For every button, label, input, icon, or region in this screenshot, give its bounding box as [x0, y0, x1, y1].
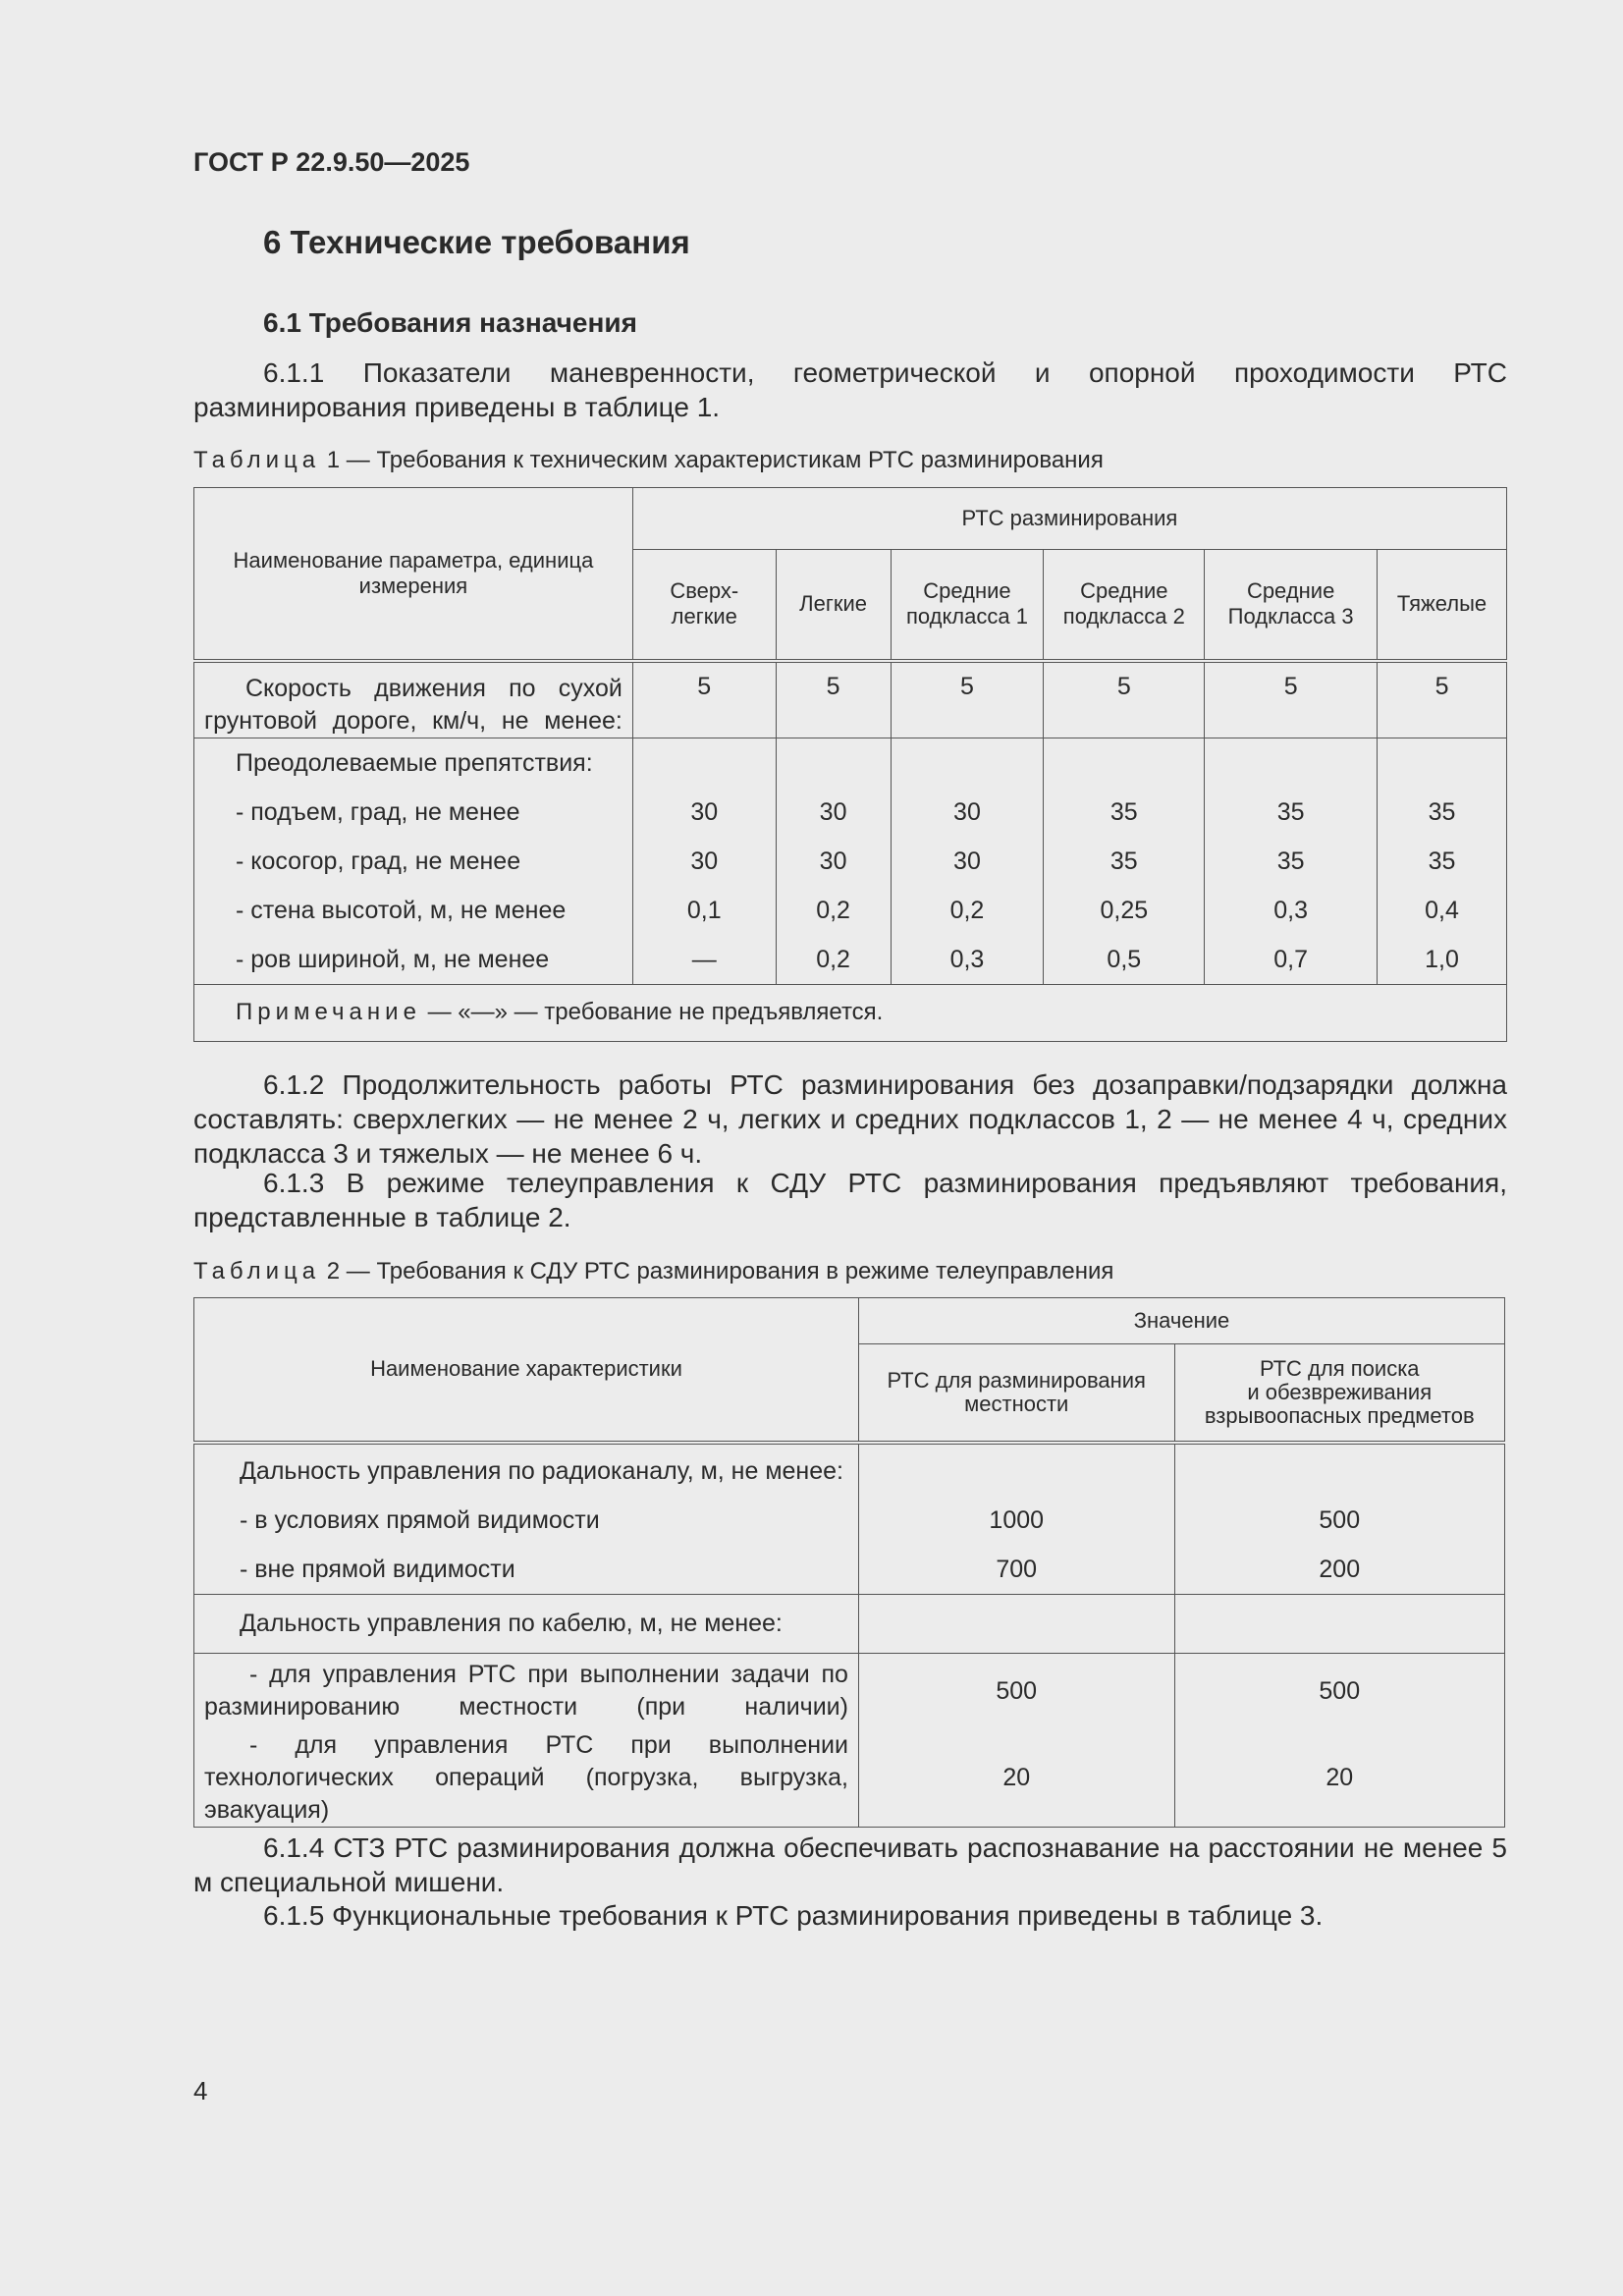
table1-cell: 30 [953, 797, 981, 826]
table2-row-label: - вне прямой видимости [240, 1555, 515, 1583]
table1-caption-text: 1 — Требования к техническим характеристикам РТС разминирования [320, 447, 1104, 473]
table1-col-heavy: Тяжелые [1378, 550, 1507, 661]
table2-col-explosives: РТС для поиска и обезвреживания взрывоопасных предметов [1174, 1344, 1505, 1443]
table1-cell: 0,2 [816, 896, 850, 924]
table1-note-text: — «—» — требование не предъявляется. [420, 999, 884, 1025]
table2-cable-label: Дальность управления по кабелю, м, не менее: [194, 1594, 859, 1653]
table-1 [193, 487, 1507, 1042]
table1-cell: 0,25 [1100, 896, 1149, 924]
table1-row-label: - подъем, град, не менее [236, 797, 520, 826]
table1-col-light: Легкие [776, 550, 891, 661]
paragraph-6-1-3: 6.1.3 В режиме телеуправления к СДУ РТС разминирования предъявляют требования, представленные в таблице 2. [193, 1168, 1507, 1232]
table-2 [193, 1297, 1505, 1828]
table2-char-header: Наименование характеристики [194, 1298, 859, 1443]
table1-speed-value: 5 [1044, 661, 1205, 738]
table1-cell: 0,7 [1273, 945, 1309, 973]
paragraph-6-1-1: 6.1.1 Показатели маневренности, геометрической и опорной проходимости РТС разминирования приведены в таблице 1. [193, 357, 1507, 422]
table2-cell: 500 [1174, 1653, 1505, 1729]
table1-cell: 35 [1428, 797, 1456, 826]
table1-cell: 30 [690, 797, 719, 826]
table2-cell: 1000 [989, 1505, 1045, 1534]
document-code: ГОСТ Р 22.9.50—2025 [193, 147, 470, 177]
table1-cell: 35 [1109, 847, 1138, 875]
table2-row-label: - в условиях прямой видимости [240, 1505, 600, 1534]
table1-col-medium1: Средние подкласса 1 [891, 550, 1044, 661]
table1-cell: 0,3 [949, 945, 985, 973]
section-title: 6 Технические требования [263, 224, 690, 260]
table2-row-label: - для управления РТС при выполнении технологических операций (погрузка, выгрузка, эвакуация) [194, 1729, 859, 1828]
table1-speed-value: 5 [632, 661, 776, 738]
table1-row-label: - стена высотой, м, не менее [236, 896, 567, 924]
table1-note-label: Примечание [236, 999, 421, 1025]
subsection-title: 6.1 Требования назначения [263, 307, 637, 338]
table1-speed-label: Скорость движения по сухой грунтовой дороге, км/ч, не менее: [194, 661, 633, 738]
table1-cell: 30 [953, 847, 981, 875]
table1-cell: 30 [690, 847, 719, 875]
table1-col-medium2: Средние подкласса 2 [1044, 550, 1205, 661]
table1-row-label: - ров шириной, м, не менее [236, 945, 550, 973]
paragraph-6-1-5: 6.1.5 Функциональные требования к РТС разминирования приведены в таблице 3. [263, 1900, 1324, 1931]
table1-cell: 30 [819, 847, 847, 875]
paragraph-6-1-4: 6.1.4 СТЗ РТС разминирования должна обеспечивать распознавание на расстоянии не менее 5 м специальной мишени. [193, 1832, 1507, 1897]
table1-cell: — [691, 945, 717, 973]
table2-cell: 500 [1319, 1505, 1361, 1534]
paragraph-6-1-2: 6.1.2 Продолжительность работы РТС разминирования без дозаправки/подзарядки должна составлять: сверхлегких — не менее 2 ч, легких и средних подклассов 1, 2 — не менее 4 ч, средних подкласса 3 и тяжелых — не менее 6 ч. [193, 1069, 1507, 1169]
table1-col-medium3: Средние Подкласса 3 [1205, 550, 1378, 661]
table1-speed-value: 5 [1205, 661, 1378, 738]
table1-caption-label: Таблица [193, 447, 321, 473]
table1-param-header: Наименование параметра, единица измерения [194, 488, 633, 661]
table2-cell: 20 [1174, 1729, 1505, 1828]
table1-note [194, 984, 1507, 1041]
table2-cell: 500 [858, 1653, 1174, 1729]
table1-cell: 35 [1276, 797, 1305, 826]
table1-cell: 0,4 [1425, 896, 1459, 924]
page-number: 4 [193, 2076, 208, 2105]
table1-cell: 0,3 [1273, 896, 1309, 924]
table1-cell: 35 [1428, 847, 1456, 875]
table1-speed-value: 5 [1378, 661, 1507, 738]
table1-cell: 0,2 [816, 945, 850, 973]
table2-cell: 200 [1319, 1555, 1361, 1583]
table2-radio-label: Дальность управления по радиоканалу, м, не менее: [240, 1456, 843, 1485]
table1-cell: 0,1 [686, 896, 722, 924]
table2-cell: 700 [996, 1555, 1038, 1583]
table2-row-label: - для управления РТС при выполнении задачи по разминированию местности (при наличии) [194, 1653, 859, 1729]
table1-row-label: - косогор, град, не менее [236, 847, 521, 875]
table1-cell: 35 [1276, 847, 1305, 875]
table2-cell: 20 [858, 1729, 1174, 1828]
table1-speed-value: 5 [776, 661, 891, 738]
table1-cell: 0,2 [949, 896, 985, 924]
table2-caption [193, 1258, 1113, 1285]
table2-caption-label: Таблица [193, 1258, 321, 1285]
table2-caption-text: 2 — Требования к СДУ РТС разминирования в режиме телеуправления [320, 1258, 1114, 1285]
table1-col-superlight: Сверх- легкие [632, 550, 776, 661]
table1-group-header: РТС разминирования [632, 488, 1506, 550]
table1-cell: 1,0 [1425, 945, 1459, 973]
table1-obstacles-label: Преодолеваемые препятствия: [236, 748, 593, 777]
table2-value-header: Значение [858, 1298, 1504, 1344]
table1-cell: 30 [819, 797, 847, 826]
table2-col-terrain: РТС для разминирования местности [858, 1344, 1174, 1443]
table1-cell: 0,5 [1107, 945, 1142, 973]
table1-cell: 35 [1109, 797, 1138, 826]
table1-caption [193, 447, 1104, 474]
table1-speed-value: 5 [891, 661, 1044, 738]
